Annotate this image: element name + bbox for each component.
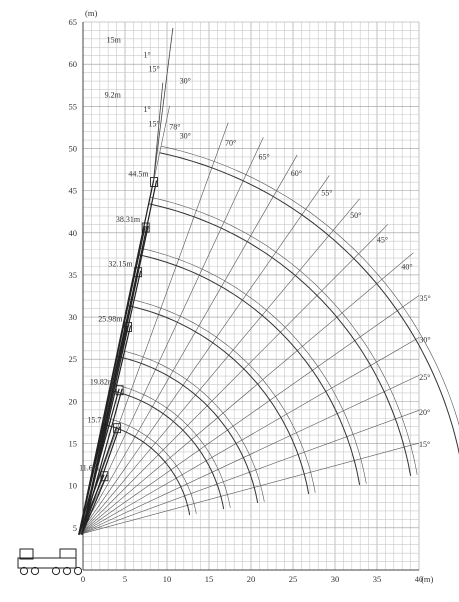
jib-length-label: 9.2m	[104, 90, 121, 100]
angle-label: 50°	[350, 210, 362, 220]
x-tick-label: 25	[288, 574, 298, 584]
angle-label: 30°	[419, 335, 431, 345]
angle-label: 15°	[418, 440, 431, 450]
x-tick-label: 0	[80, 574, 86, 584]
angle-label: 35°	[419, 293, 431, 303]
angle-label: 60°	[290, 169, 302, 179]
jib-offset-label: 1°	[143, 50, 151, 60]
x-axis-unit: (m)	[421, 574, 434, 584]
y-tick-label: 55	[68, 101, 77, 112]
y-tick-label: 40	[68, 227, 77, 238]
angle-label: 78°	[169, 122, 181, 132]
boom-length-label: 44.5m	[128, 169, 149, 179]
x-tick-label: 5	[122, 574, 128, 584]
angle-label: 40°	[401, 262, 413, 272]
boom-length-label: 32.15m	[108, 259, 133, 269]
y-tick-label: 45	[68, 185, 77, 196]
y-tick-label: 20	[68, 396, 77, 407]
x-tick-label: 10	[162, 574, 172, 584]
jib-line	[154, 28, 173, 181]
boom-length-label: 25.98m	[98, 314, 123, 324]
boom-arc-hook	[129, 299, 316, 493]
angle-line	[79, 155, 297, 535]
y-axis-unit: (m)	[85, 8, 98, 18]
boom-length-label: 11.6m	[79, 463, 99, 473]
boom-arcs	[102, 146, 459, 515]
angle-line	[79, 410, 419, 534]
boom-length-label: 15.71m	[87, 415, 112, 425]
boom-arc-hook	[111, 384, 231, 508]
truck-turret	[60, 549, 76, 558]
x-tick-label: 30	[330, 574, 340, 584]
jib-offset-label: 15°	[148, 64, 160, 74]
crane-truck	[18, 549, 82, 575]
x-tick-label: 20	[246, 574, 256, 584]
angle-label: 55°	[321, 188, 333, 198]
truck-wheel	[74, 567, 81, 574]
jib-offset-label: 1°	[143, 105, 151, 115]
x-tick-label: 40	[414, 574, 424, 584]
y-tick-label: 15	[68, 438, 77, 449]
labels	[79, 36, 191, 473]
angle-label: 45°	[376, 235, 389, 245]
y-tick-label: 25	[68, 354, 77, 365]
boom-arc	[117, 356, 258, 503]
angle-label: 25°	[419, 373, 431, 383]
y-tick-label: 30	[68, 312, 77, 323]
x-tick-label: 35	[372, 574, 382, 584]
y-tick-label: 60	[68, 59, 77, 70]
jib-offset-label: 15°	[148, 119, 160, 129]
angle-line	[79, 443, 419, 534]
y-tick-label: 10	[68, 480, 77, 491]
boom-length-label: 19.82m	[89, 377, 115, 387]
y-tick-label: 5	[72, 522, 77, 533]
x-tick-label: 15	[204, 574, 214, 584]
angle-label: 65°	[258, 152, 270, 162]
boom-arc	[160, 153, 459, 467]
angle-line	[79, 337, 419, 534]
y-tick-label: 65	[68, 17, 77, 27]
y-tick-label: 50	[68, 143, 77, 154]
y-tick-label: 35	[68, 269, 77, 280]
angle-label: 70°	[225, 138, 237, 148]
angle-label: 20°	[419, 407, 431, 417]
boom-length-label: 38.31m	[115, 215, 141, 225]
jib-length-label: 15m	[106, 35, 121, 45]
jib-offset-label: 30°	[179, 76, 191, 86]
jib-offset-label: 30°	[179, 131, 191, 141]
